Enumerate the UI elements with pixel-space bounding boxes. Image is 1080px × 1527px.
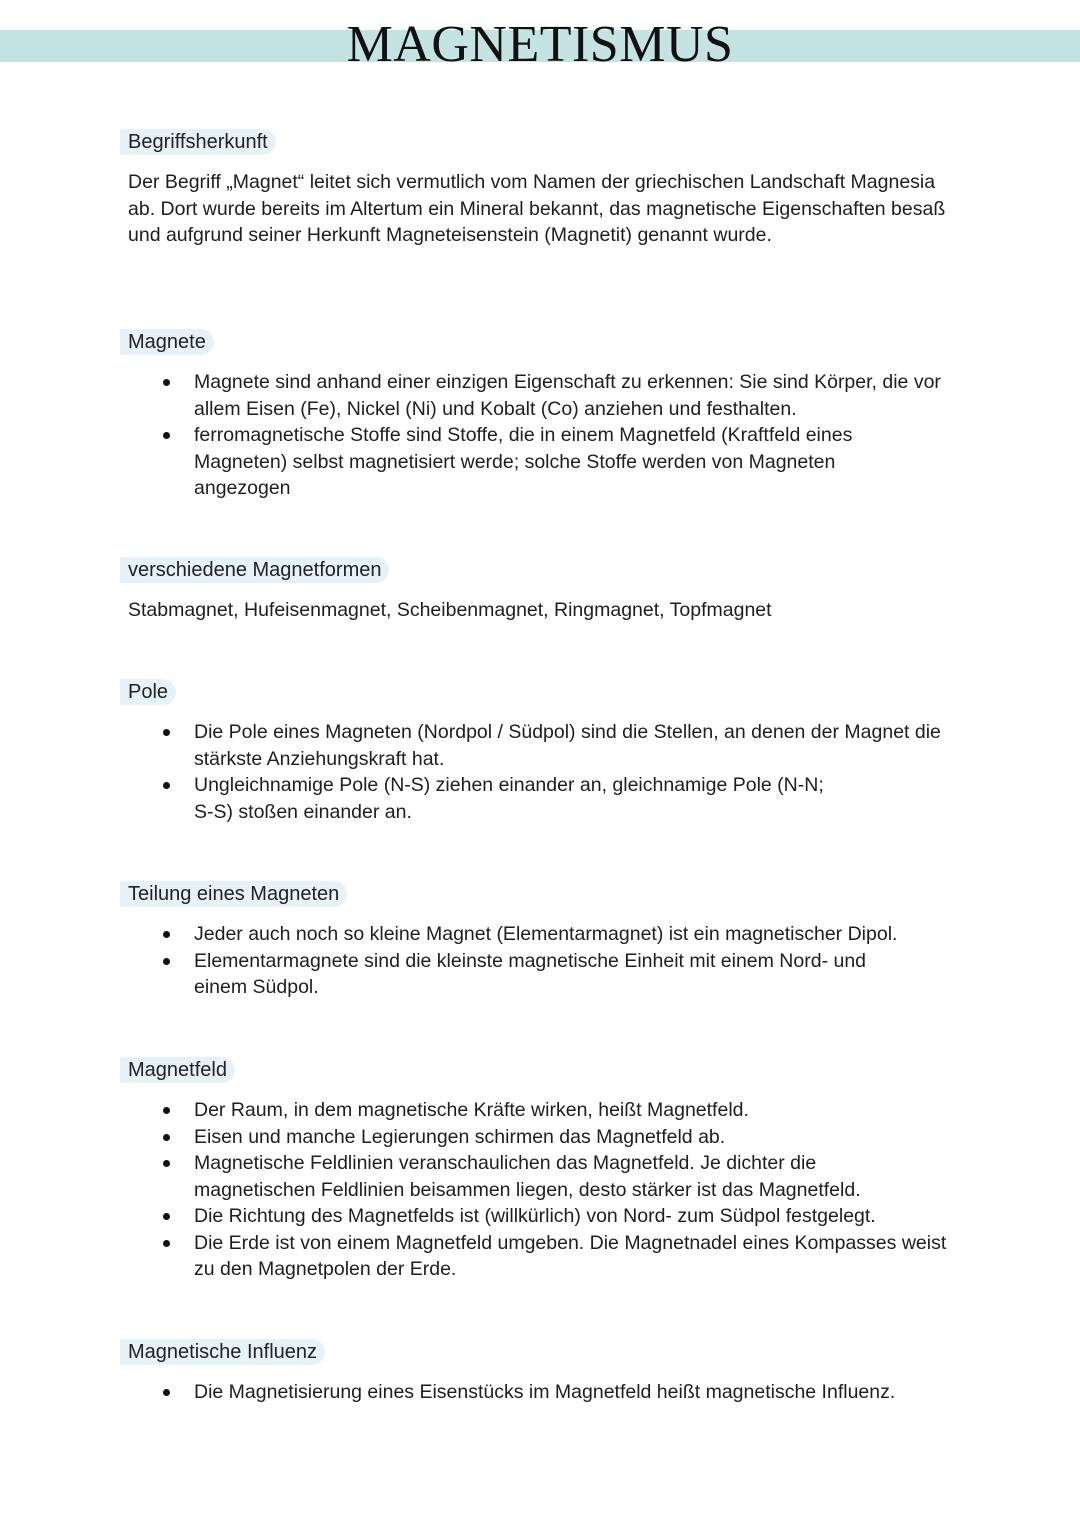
section-magnete [120,329,980,502]
bullet-list [120,719,980,825]
section-paragraph: Stabmagnet, Hufeisenmagnet, Scheibenmagnet, Ringmagnet, Topfmagnet [128,599,772,621]
list-item: Magnetische Feldlinien veranschaulichen das Magnetfeld. Je dichter die magnetischen Feldlinien beisammen liegen, desto stärker ist das Magnetfeld. [120,1150,934,1203]
section-paragraph: Der Begriff „Magnet“ leitet sich vermutlich vom Namen der griechischen Landschaft Magnesia ab. Dort wurde bereits im Altertum ein Mineral bekannt, das magnetische Eigenschaften besaß und aufgrund seiner Herkunft Magneteisenstein (Magnetit) genannt wurde. [128,171,946,246]
list-item: Ungleichnamige Pole (N-S) ziehen einander an, gleichnamige Pole (N-N; S-S) stoßen einander an. [120,772,834,825]
section-heading: Magnetische Influenz [120,1339,325,1365]
list-item: Die Erde ist von einem Magnetfeld umgeben. Die Magnetnadel eines Kompasses weist zu den Magnetpolen der Erde. [120,1230,954,1283]
bullet-list [120,1097,980,1283]
section-begriffsherkunft [120,129,980,249]
section-teilung [120,881,980,1001]
section-heading: Magnete [120,329,214,355]
section-heading: Teilung eines Magneten [120,881,347,907]
list-item: ferromagnetische Stoffe sind Stoffe, die in einem Magnetfeld (Kraftfeld eines Magneten) selbst magnetisiert werde; solche Stoffe werden von Magneten angezogen [120,422,914,502]
bullet-list [120,921,980,1001]
list-item: Eisen und manche Legierungen schirmen das Magnetfeld ab. [120,1124,984,1151]
section-heading: Magnetfeld [120,1057,235,1083]
list-item: Der Raum, in dem magnetische Kräfte wirken, heißt Magnetfeld. [120,1097,984,1124]
list-item: Jeder auch noch so kleine Magnet (Elementarmagnet) ist ein magnetischer Dipol. [120,921,984,948]
section-magnetfeld [120,1057,980,1283]
section-influenz [120,1339,980,1406]
bullet-list [120,369,980,502]
bullet-list [120,1379,980,1406]
section-magnetformen [120,557,980,624]
section-heading: verschiedene Magnetformen [120,557,389,583]
list-item: Die Richtung des Magnetfelds ist (willkürlich) von Nord- zum Südpol festgelegt. [120,1203,984,1230]
list-item: Magnete sind anhand einer einzigen Eigenschaft zu erkennen: Sie sind Körper, die vor allem Eisen (Fe), Nickel (Ni) und Kobalt (Co) anziehen und festhalten. [120,369,954,422]
list-item: Die Pole eines Magneten (Nordpol / Südpol) sind die Stellen, an denen der Magnet die stärkste Anziehungskraft hat. [120,719,964,772]
section-heading: Begriffsherkunft [120,129,276,155]
page-title: MAGNETISMUS [346,16,734,73]
section-pole [120,679,980,825]
section-heading: Pole [120,679,176,705]
list-item: Die Magnetisierung eines Eisenstücks im Magnetfeld heißt magnetische Influenz. [120,1379,994,1406]
list-item: Elementarmagnete sind die kleinste magnetische Einheit mit einem Nord- und einem Südpol. [120,948,924,1001]
